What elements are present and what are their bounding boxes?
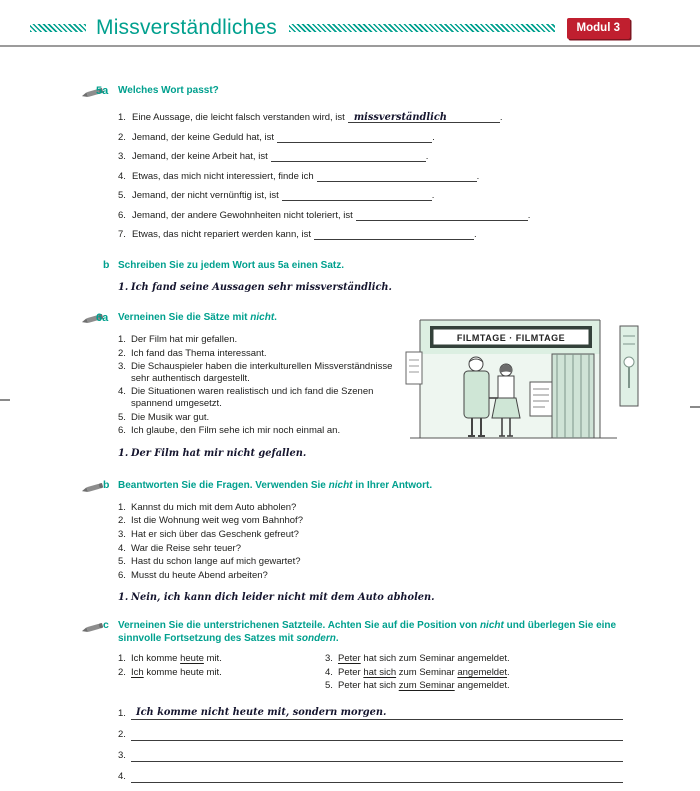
answer-line	[131, 707, 623, 720]
answer-number: 1.	[118, 707, 126, 719]
item-text: Eine Aussage, die leicht falsch verstanden wird, ist	[132, 112, 345, 124]
exercise-item	[118, 386, 401, 410]
handwritten-answer	[356, 210, 362, 221]
exercise-title	[118, 479, 623, 493]
item-text: Peter hat sich zum Seminar angemeldet.	[338, 653, 510, 664]
answer-blank	[282, 190, 432, 201]
answer-line	[131, 749, 623, 762]
item-text: Jemand, der keine Arbeit hat, ist	[132, 151, 268, 163]
cinema-illustration	[402, 310, 640, 452]
header-rule	[0, 45, 700, 47]
handwritten-answer: missverständlich	[353, 112, 447, 124]
item-text: Kannst du mich mit dem Auto abholen?	[131, 501, 297, 513]
exercise-item	[325, 653, 625, 665]
item-number: 1.	[118, 334, 126, 346]
answer-row	[118, 770, 651, 783]
exercise-5a	[96, 84, 656, 249]
item-text: Etwas, das nicht repariert werden kann, ist	[132, 229, 312, 241]
title-text: Verneinen Sie die Sätze mit	[118, 312, 251, 323]
handwritten-answer	[277, 132, 283, 143]
exercise-item	[118, 653, 325, 665]
exercise-item	[118, 556, 623, 568]
crop-mark-right	[690, 406, 700, 408]
exercise-item	[118, 515, 623, 527]
item-end: .	[499, 112, 503, 124]
exercise-6a	[96, 311, 406, 461]
answer-blank	[277, 132, 432, 143]
exercise-item	[118, 348, 401, 360]
item-end: .	[432, 131, 435, 143]
item-text: Peter hat sich zum Seminar angemeldet.	[338, 666, 510, 678]
item-number: 4.	[118, 386, 126, 398]
item-text: Ich glaube, den Film sehe ich mir noch einmal an.	[131, 424, 341, 436]
item-number: 2.	[118, 515, 126, 527]
item-text: Hat er sich über das Geschenk gefreut?	[131, 528, 299, 540]
answer-row	[118, 728, 651, 741]
answer-number: 4.	[118, 770, 126, 782]
exercise-item	[118, 361, 401, 385]
item-number: 1.	[118, 501, 126, 513]
item-end: .	[476, 170, 480, 182]
exercise-item	[118, 667, 325, 679]
item-text: Der Film hat mir gefallen.	[131, 334, 238, 346]
exercise-title	[118, 311, 406, 325]
crop-mark-left	[0, 399, 10, 401]
title-keyword: nicht	[250, 312, 275, 323]
exercise-item	[118, 334, 401, 346]
item-text: Ich fand das Thema interessant.	[131, 347, 267, 359]
item-end: .	[425, 151, 429, 163]
item-end: .	[527, 209, 531, 221]
item-text: Die Situationen waren realistisch und ich fand die Szenen spannend umgesetzt.	[131, 386, 374, 410]
title-end: .	[335, 633, 339, 644]
item-number: 1.	[118, 112, 126, 124]
item-end: .	[431, 190, 435, 202]
sample-number: 1.	[118, 592, 129, 604]
exercise-6b	[103, 479, 623, 605]
decor-stripe-left	[30, 24, 86, 32]
title-text: Beantworten Sie die Fragen. Verwenden Sie	[118, 480, 329, 491]
cinema-sign-text: FILMTAGE · FILMTAGE	[456, 333, 566, 343]
decor-stripe-right	[289, 24, 555, 32]
page-title: Missverständliches	[96, 16, 277, 39]
exercise-item	[118, 132, 656, 144]
exercise-item	[118, 570, 623, 582]
item-number: 5.	[118, 556, 126, 568]
exercise-5b	[103, 259, 623, 294]
exercise-item	[118, 171, 656, 183]
answer-blank	[348, 112, 500, 123]
item-number: 7.	[118, 229, 126, 241]
title-end: in Ihrer Antwort.	[352, 480, 433, 491]
answer-blank	[317, 171, 477, 182]
handwritten-answer	[282, 190, 288, 201]
page-header	[30, 16, 630, 40]
item-number: 1.	[118, 653, 126, 664]
exercise-item	[118, 543, 623, 555]
item-number: 2.	[118, 666, 126, 678]
exercise-item	[118, 502, 623, 514]
sample-answer	[118, 448, 406, 461]
item-end: .	[474, 229, 477, 241]
item-text: Ist die Wohnung weit weg vom Bahnhof?	[131, 515, 303, 527]
handwritten-answer	[271, 151, 277, 162]
item-text: Die Musik war gut.	[131, 411, 210, 423]
handwritten-answer: Nein, ich kann dich leider nicht mit dem Auto abholen.	[131, 592, 435, 604]
item-number: 3.	[118, 361, 126, 373]
exercise-letter: b	[103, 479, 110, 491]
exercise-item	[118, 210, 656, 222]
title-keyword: sondern	[296, 633, 336, 644]
handwritten-answer: Ich fand seine Aussagen sehr missverständlich.	[131, 281, 392, 293]
item-number: 4.	[325, 666, 333, 678]
exercise-item	[325, 680, 625, 692]
item-text: Jemand, der andere Gewohnheiten nicht toleriert, ist	[132, 209, 353, 221]
item-number: 6.	[118, 209, 126, 221]
item-number: 3.	[118, 528, 126, 540]
exercise-number: 5a	[96, 85, 109, 97]
item-number: 3.	[325, 653, 333, 664]
item-number: 6.	[118, 569, 126, 581]
exercise-item	[118, 412, 401, 424]
exercise-letter: c	[103, 619, 109, 631]
item-number: 4.	[118, 170, 126, 182]
item-text: War die Reise sehr teuer?	[131, 542, 242, 554]
answer-number: 3.	[118, 749, 126, 761]
answer-blank	[356, 210, 528, 221]
answer-number: 2.	[118, 728, 126, 740]
item-number: 5.	[118, 411, 126, 423]
item-text: Ich komme heute mit.	[131, 653, 222, 664]
answer-blank	[314, 229, 474, 240]
exercise-item	[118, 112, 656, 124]
sample-answer	[118, 282, 623, 295]
exercise-item	[118, 529, 623, 541]
exercise-letter: b	[103, 259, 110, 271]
handwritten-answer: Ich komme nicht heute mit, sondern morgen.	[136, 706, 387, 718]
exercise-item	[118, 425, 401, 437]
item-number: 2.	[118, 131, 126, 143]
item-text: Etwas, das mich nicht interessiert, finde ich	[132, 170, 314, 182]
item-text: Jemand, der nicht vernünftig ist, ist	[132, 190, 279, 202]
item-number: 5.	[118, 190, 126, 202]
item-text: Die Schauspieler haben die interkulturellen Missverständnisse sehr authentisch dargestellt.	[131, 361, 393, 384]
exercise-item	[118, 229, 656, 241]
item-number: 5.	[325, 680, 333, 692]
sample-answer	[118, 592, 623, 605]
item-text: Peter hat sich zum Seminar angemeldet.	[338, 680, 510, 692]
exercise-number: 6a	[96, 312, 109, 324]
exercise-item	[325, 667, 625, 679]
item-number: 6.	[118, 424, 126, 436]
answer-row	[118, 707, 651, 720]
title-end: .	[274, 312, 277, 323]
exercise-6c	[103, 619, 651, 791]
answer-line	[131, 728, 623, 741]
exercise-title: Welches Wort passt?	[118, 85, 219, 96]
answer-row	[118, 749, 651, 762]
item-number: 3.	[118, 151, 126, 163]
item-text: Jemand, der keine Geduld hat, ist	[132, 131, 275, 143]
item-text: Hast du schon lange auf mich gewartet?	[131, 556, 301, 568]
title-text: Verneinen Sie die unterstrichenen Satzteile. Achten Sie auf die Position von	[118, 620, 480, 631]
item-number: 4.	[118, 542, 126, 554]
handwritten-answer	[314, 229, 320, 240]
answer-line	[131, 770, 623, 783]
exercise-item	[118, 190, 656, 202]
answer-blank	[271, 151, 426, 162]
handwritten-answer: Der Film hat mir nicht gefallen.	[131, 447, 307, 459]
title-keyword: nicht	[328, 480, 353, 491]
title-keyword: nicht	[479, 620, 504, 631]
module-badge: Modul 3	[567, 18, 630, 39]
handwritten-answer	[317, 171, 323, 182]
sample-number: 1.	[118, 447, 129, 459]
sample-number: 1.	[118, 281, 129, 293]
item-text: Ich komme heute mit.	[131, 666, 222, 678]
item-number: 2.	[118, 347, 126, 359]
exercise-title	[118, 619, 651, 645]
item-text: Musst du heute Abend arbeiten?	[131, 569, 268, 581]
exercise-title: Schreiben Sie zu jedem Wort aus 5a einen Satz.	[118, 260, 344, 271]
title-text: und überlegen Sie eine sinnvolle Fortsetzung des Satzes mit	[118, 620, 617, 644]
exercise-item	[118, 151, 656, 163]
